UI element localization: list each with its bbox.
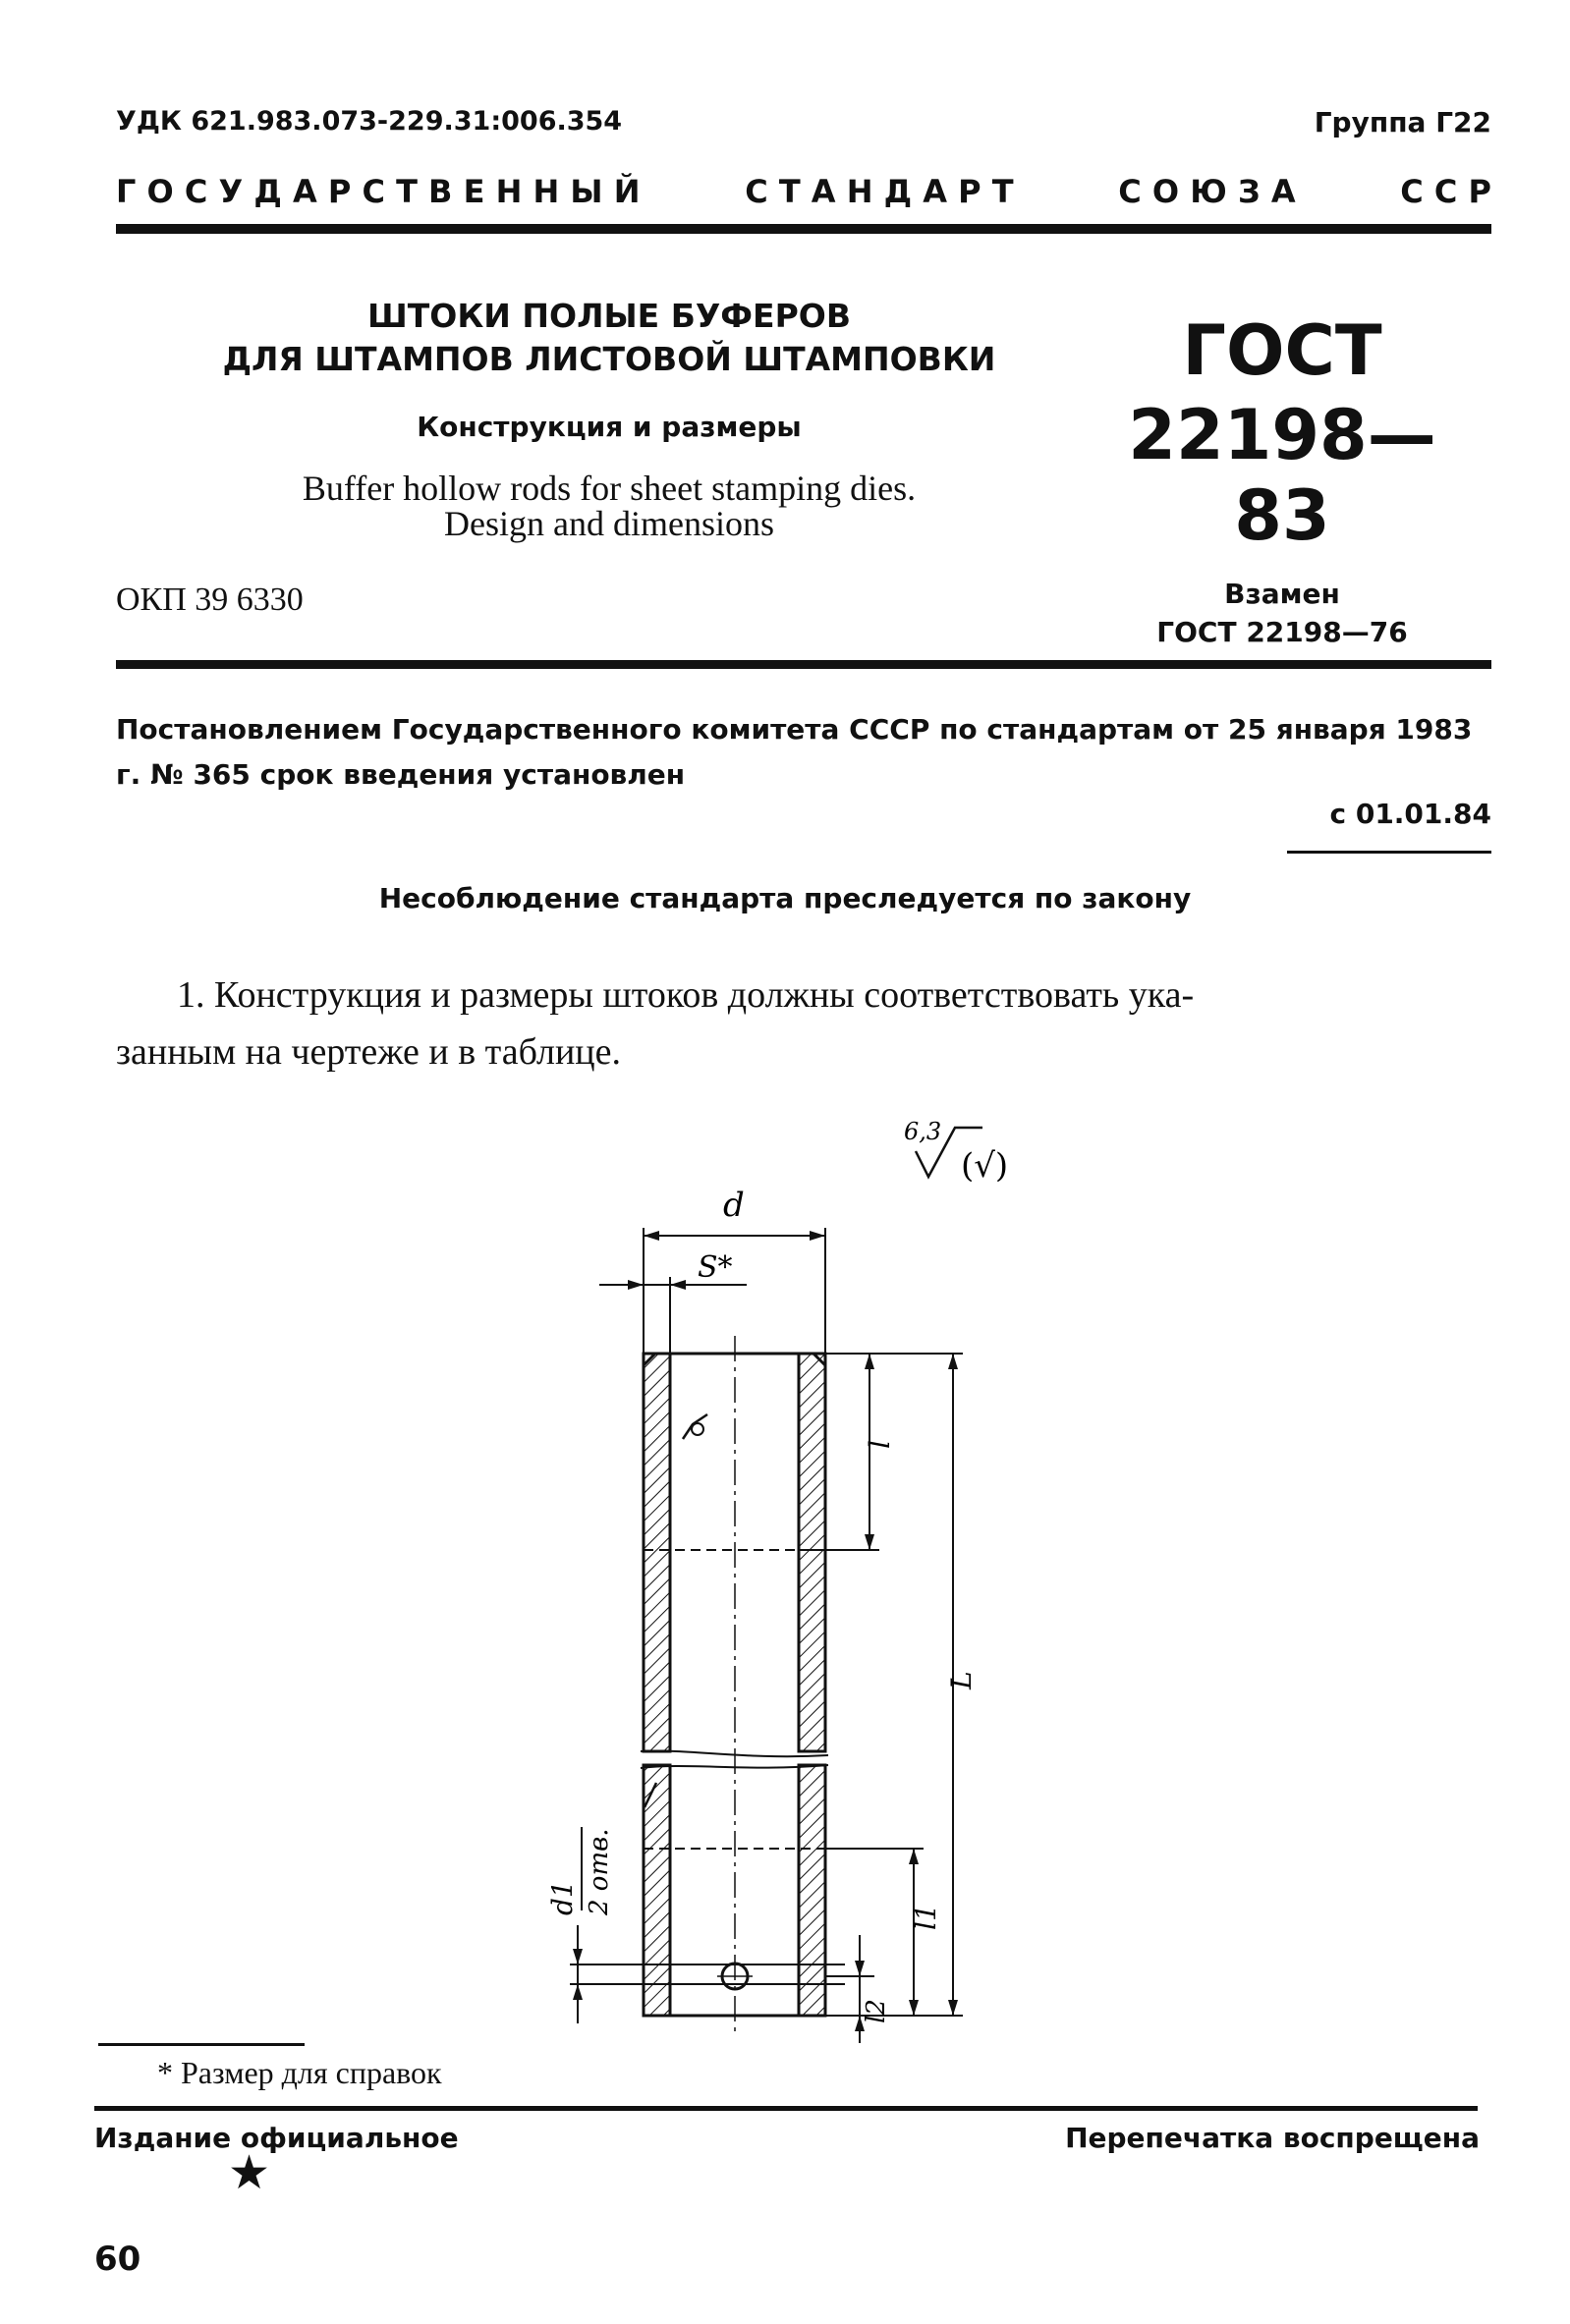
legal-notice: Несоблюдение стандарта преследуется по закону [378,882,1192,914]
effective-date: с 01.01.84 [1329,798,1491,830]
reprint-notice: Перепечатка воспрещена [1065,2122,1480,2154]
gost-block [1091,312,1474,648]
title-ru-line2: ДЛЯ ШТАМПОВ ЛИСТОВОЙ ШТАМПОВКИ [222,340,996,378]
title-divider [116,660,1491,669]
dimension-s [599,1250,747,1354]
banner-word: С О Ю З А [1118,173,1296,210]
roughness-value: 6,3 [904,1118,942,1145]
title-en-line1: Buffer hollow rods for sheet stamping dies. [302,469,917,508]
gost-label: ГОСТ [1182,310,1382,391]
star-icon: ★ [228,2145,271,2200]
page-number: 60 [94,2240,141,2279]
replaces-value: ГОСТ 22198—76 [1156,616,1408,648]
dim-l1-label: l1 [910,1904,942,1930]
dim-d1-note: 2 отв. [585,1828,614,1915]
dimension-l1 [825,1849,942,2016]
group-code: Группа Г22 [1314,106,1491,138]
dim-l2-label: l2 [862,1999,891,2023]
dimension-cap-l [825,1354,978,2016]
dimension-d1 [546,1827,644,2023]
footnote-rule [98,2043,305,2046]
title-en-line2: Design and dimensions [444,504,774,543]
gost-number: 22198—83 [1128,395,1436,556]
okp-code: ОКП 39 6330 [116,581,304,618]
banner-word: Г О С У Д А Р С Т В Е Н Н Ы Й [116,173,641,210]
banner-word: С С Р [1400,173,1491,210]
dim-l-label: l [864,1440,896,1449]
roughness-rest: (√) [961,1146,1009,1186]
banner-word: С Т А Н Д А Р Т [745,173,1014,210]
clause-line1: 1. Конструкция и размеры штоков должны соответствовать ука- [177,974,1195,1016]
state-standard-banner [116,173,1491,210]
footnote: * Размер для справок [157,2055,442,2090]
effective-date-underline [1287,851,1491,854]
title-block [177,295,1041,541]
clause-1 [116,967,1491,1080]
header-divider [116,224,1491,234]
udk-code: УДК 621.983.073-229.31:006.354 [116,106,623,137]
title-ru-line1: ШТОКИ ПОЛЫЕ БУФЕРОВ [367,297,851,335]
dim-d1-label: d1 [546,1880,579,1915]
dim-cap-l-label: L [945,1671,978,1689]
dim-s-label: S* [698,1250,733,1285]
edition-label: Издание официальное [94,2122,459,2154]
rod-drawing [546,1100,1061,2043]
replaces-label: Взамен [1224,578,1340,610]
footer-divider [94,2106,1478,2111]
clause-line2: занным на чертеже и в таблице. [116,1031,622,1073]
rod-body [629,1336,845,2033]
dim-d-label: d [723,1186,745,1225]
subtitle-ru: Конструкция и размеры [417,411,802,443]
roughness-symbol [904,1118,1008,1186]
dimension-l2 [825,1935,891,2043]
decree-text: Постановлением Государственного комитета СССР по стандартам от 25 января 1983 г. № 365 срок введения установлен [116,713,1473,791]
